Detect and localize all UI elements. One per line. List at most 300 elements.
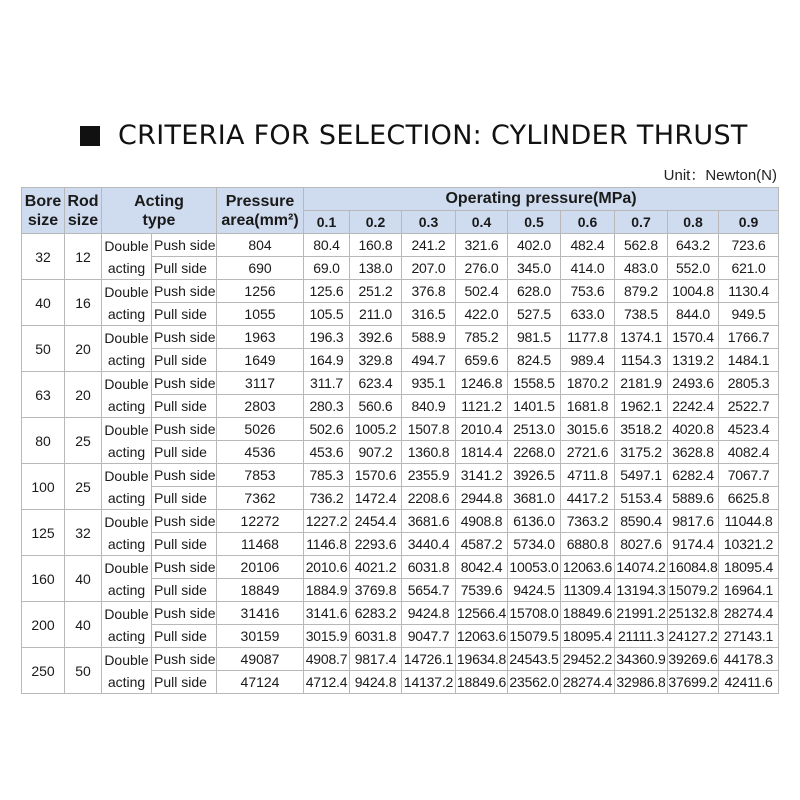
- thrust-value-cell: 840.9: [402, 395, 456, 418]
- thrust-value-cell: 10053.0: [508, 556, 561, 579]
- rod-size-cell: 25: [65, 464, 102, 510]
- thrust-value-cell: 196.3: [304, 326, 350, 349]
- thrust-value-cell: 24543.5: [508, 648, 561, 671]
- table-row: [22, 372, 779, 395]
- square-bullet-icon: [80, 126, 100, 146]
- thrust-value-cell: 69.0: [304, 257, 350, 280]
- acting-label-acting: acting: [107, 259, 146, 276]
- thrust-value-cell: 4082.4: [719, 441, 779, 464]
- push-side-label: Push side: [152, 464, 217, 487]
- pull-side-label: Pull side: [152, 487, 217, 510]
- acting-type-cell: [102, 418, 152, 464]
- thrust-value-cell: 44178.3: [719, 648, 779, 671]
- push-side-label: Push side: [152, 510, 217, 533]
- header-rod: Rod size: [65, 188, 102, 234]
- thrust-value-cell: 14137.2: [402, 671, 456, 694]
- thrust-value-cell: 560.6: [350, 395, 402, 418]
- thrust-value-cell: 37699.2: [668, 671, 719, 694]
- thrust-value-cell: 4712.4: [304, 671, 350, 694]
- thrust-value-cell: 24127.2: [668, 625, 719, 648]
- thrust-value-cell: 2010.4: [456, 418, 508, 441]
- thrust-value-cell: 844.0: [668, 303, 719, 326]
- thrust-value-cell: 12063.6: [561, 556, 615, 579]
- acting-label-double: Double: [104, 237, 149, 254]
- bore-size-cell: 50: [22, 326, 65, 372]
- pressure-area-cell: 12272: [217, 510, 304, 533]
- push-side-label: Push side: [152, 556, 217, 579]
- thrust-value-cell: 9424.8: [350, 671, 402, 694]
- rod-size-cell: 32: [65, 510, 102, 556]
- header-acting-type: Acting type: [102, 188, 217, 234]
- thrust-value-cell: 723.6: [719, 234, 779, 257]
- thrust-value-cell: 11044.8: [719, 510, 779, 533]
- thrust-value-cell: 3769.8: [350, 579, 402, 602]
- thrust-value-cell: 643.2: [668, 234, 719, 257]
- thrust-value-cell: 502.6: [304, 418, 350, 441]
- thrust-value-cell: 1374.1: [615, 326, 668, 349]
- thrust-value-cell: 7067.7: [719, 464, 779, 487]
- thrust-value-cell: 42411.6: [719, 671, 779, 694]
- table-row: [22, 556, 779, 579]
- thrust-value-cell: 422.0: [456, 303, 508, 326]
- thrust-value-cell: 15079.2: [668, 579, 719, 602]
- thrust-value-cell: 1401.5: [508, 395, 561, 418]
- rod-size-cell: 50: [65, 648, 102, 694]
- bore-size-cell: 80: [22, 418, 65, 464]
- thrust-value-cell: 3440.4: [402, 533, 456, 556]
- acting-label-acting: acting: [107, 535, 146, 552]
- thrust-value-cell: 125.6: [304, 280, 350, 303]
- area-unit-label: area(mm²): [221, 211, 299, 229]
- thrust-value-cell: 623.4: [350, 372, 402, 395]
- pressure-area-cell: 1055: [217, 303, 304, 326]
- header-operating-pressure: Operating pressure(MPa): [304, 188, 779, 211]
- acting-label-acting: acting: [107, 351, 146, 368]
- thrust-value-cell: 736.2: [304, 487, 350, 510]
- thrust-value-cell: 3175.2: [615, 441, 668, 464]
- thrust-value-cell: 6625.8: [719, 487, 779, 510]
- pull-side-label: Pull side: [152, 625, 217, 648]
- thrust-value-cell: 935.1: [402, 372, 456, 395]
- thrust-value-cell: 1154.3: [615, 349, 668, 372]
- thrust-value-cell: 552.0: [668, 257, 719, 280]
- thrust-value-cell: 738.5: [615, 303, 668, 326]
- header-pressure-area: Pressure area(mm²): [217, 188, 304, 234]
- thrust-value-cell: 981.5: [508, 326, 561, 349]
- thrust-value-cell: 2805.3: [719, 372, 779, 395]
- thrust-value-cell: 4711.8: [561, 464, 615, 487]
- thrust-value-cell: 6136.0: [508, 510, 561, 533]
- push-side-label: Push side: [152, 372, 217, 395]
- thrust-value-cell: 494.7: [402, 349, 456, 372]
- pull-side-label: Pull side: [152, 533, 217, 556]
- thrust-value-cell: 1570.4: [668, 326, 719, 349]
- thrust-value-cell: 1227.2: [304, 510, 350, 533]
- thrust-value-cell: 6282.4: [668, 464, 719, 487]
- thrust-value-cell: 18849.6: [561, 602, 615, 625]
- thrust-value-cell: 453.6: [304, 441, 350, 464]
- table-row: [22, 510, 779, 533]
- thrust-value-cell: 2522.7: [719, 395, 779, 418]
- acting-type-cell: [102, 510, 152, 556]
- header-pressure-0.5: 0.5: [508, 211, 561, 234]
- thrust-value-cell: 4587.2: [456, 533, 508, 556]
- thrust-value-cell: 345.0: [508, 257, 561, 280]
- header-pressure-0.8: 0.8: [668, 211, 719, 234]
- acting-label-acting: acting: [107, 443, 146, 460]
- thrust-value-cell: 4020.8: [668, 418, 719, 441]
- acting-label-double: Double: [104, 605, 149, 622]
- thrust-value-cell: 2493.6: [668, 372, 719, 395]
- thrust-value-cell: 276.0: [456, 257, 508, 280]
- thrust-value-cell: 1570.6: [350, 464, 402, 487]
- thrust-value-cell: 2355.9: [402, 464, 456, 487]
- push-side-label: Push side: [152, 234, 217, 257]
- header-pressure-0.3: 0.3: [402, 211, 456, 234]
- header-pressure-0.9: 0.9: [719, 211, 779, 234]
- thrust-value-cell: 6031.8: [350, 625, 402, 648]
- thrust-value-cell: 18849.6: [456, 671, 508, 694]
- acting-type-cell: [102, 280, 152, 326]
- thrust-value-cell: 311.7: [304, 372, 350, 395]
- thrust-value-cell: 9174.4: [668, 533, 719, 556]
- header-pressure-0.4: 0.4: [456, 211, 508, 234]
- pressure-area-cell: 4536: [217, 441, 304, 464]
- thrust-value-cell: 1884.9: [304, 579, 350, 602]
- acting-label-double: Double: [104, 421, 149, 438]
- acting-label-double: Double: [104, 283, 149, 300]
- acting-label-acting: acting: [107, 673, 146, 690]
- thrust-value-cell: 18095.4: [719, 556, 779, 579]
- table-row: [22, 234, 779, 257]
- pull-side-label: Pull side: [152, 257, 217, 280]
- table-row: [22, 648, 779, 671]
- header-bore: Bore size: [22, 188, 65, 234]
- thrust-value-cell: 2010.6: [304, 556, 350, 579]
- thrust-value-cell: 3926.5: [508, 464, 561, 487]
- acting-type-cell: [102, 648, 152, 694]
- thrust-value-cell: 3518.2: [615, 418, 668, 441]
- thrust-value-cell: 1121.2: [456, 395, 508, 418]
- header-pressure-0.2: 0.2: [350, 211, 402, 234]
- pull-side-label: Pull side: [152, 303, 217, 326]
- rod-size-cell: 12: [65, 234, 102, 280]
- thrust-value-cell: 3141.6: [304, 602, 350, 625]
- bore-size-cell: 200: [22, 602, 65, 648]
- table-row: [22, 326, 779, 349]
- thrust-value-cell: 376.8: [402, 280, 456, 303]
- pull-side-label: Pull side: [152, 441, 217, 464]
- thrust-value-cell: 25132.8: [668, 602, 719, 625]
- thrust-value-cell: 527.5: [508, 303, 561, 326]
- pressure-area-cell: 7362: [217, 487, 304, 510]
- thrust-value-cell: 15708.0: [508, 602, 561, 625]
- table-row: [22, 418, 779, 441]
- thrust-value-cell: 21111.3: [615, 625, 668, 648]
- pressure-area-cell: 49087: [217, 648, 304, 671]
- thrust-value-cell: 18095.4: [561, 625, 615, 648]
- thrust-value-cell: 1246.8: [456, 372, 508, 395]
- thrust-value-cell: 10321.2: [719, 533, 779, 556]
- thrust-value-cell: 1005.2: [350, 418, 402, 441]
- thrust-value-cell: 14726.1: [402, 648, 456, 671]
- table-row: [22, 602, 779, 625]
- push-side-label: Push side: [152, 648, 217, 671]
- rod-size-cell: 16: [65, 280, 102, 326]
- bore-size-cell: 100: [22, 464, 65, 510]
- rod-size-cell: 40: [65, 602, 102, 648]
- thrust-value-cell: 1681.8: [561, 395, 615, 418]
- thrust-value-cell: 659.6: [456, 349, 508, 372]
- thrust-value-cell: 2513.0: [508, 418, 561, 441]
- thrust-value-cell: 6283.2: [350, 602, 402, 625]
- acting-type-cell: [102, 234, 152, 280]
- thrust-value-cell: 562.8: [615, 234, 668, 257]
- pressure-area-cell: 47124: [217, 671, 304, 694]
- thrust-value-cell: 6880.8: [561, 533, 615, 556]
- thrust-value-cell: 9424.8: [402, 602, 456, 625]
- thrust-value-cell: 9047.7: [402, 625, 456, 648]
- thrust-value-cell: 1360.8: [402, 441, 456, 464]
- thrust-value-cell: 824.5: [508, 349, 561, 372]
- thrust-value-cell: 9424.5: [508, 579, 561, 602]
- thrust-value-cell: 483.0: [615, 257, 668, 280]
- thrust-value-cell: 27143.1: [719, 625, 779, 648]
- thrust-value-cell: 2721.6: [561, 441, 615, 464]
- thrust-value-cell: 5889.6: [668, 487, 719, 510]
- thrust-value-cell: 21991.2: [615, 602, 668, 625]
- thrust-value-cell: 29452.2: [561, 648, 615, 671]
- acting-label-double: Double: [104, 513, 149, 530]
- rod-size-cell: 20: [65, 326, 102, 372]
- thrust-value-cell: 211.0: [350, 303, 402, 326]
- table-row: [22, 280, 779, 303]
- acting-label-acting: acting: [107, 627, 146, 644]
- bore-size-cell: 160: [22, 556, 65, 602]
- thrust-value-cell: 414.0: [561, 257, 615, 280]
- thrust-value-cell: 5734.0: [508, 533, 561, 556]
- bore-size-cell: 250: [22, 648, 65, 694]
- header-pressure-0.1: 0.1: [304, 211, 350, 234]
- thrust-value-cell: 19634.8: [456, 648, 508, 671]
- pressure-area-cell: 1256: [217, 280, 304, 303]
- pull-side-label: Pull side: [152, 671, 217, 694]
- title-row: [80, 120, 748, 151]
- thrust-value-cell: 907.2: [350, 441, 402, 464]
- thrust-value-cell: 989.4: [561, 349, 615, 372]
- thrust-value-cell: 2454.4: [350, 510, 402, 533]
- thrust-value-cell: 5497.1: [615, 464, 668, 487]
- thrust-value-cell: 2944.8: [456, 487, 508, 510]
- rod-size-cell: 40: [65, 556, 102, 602]
- thrust-value-cell: 4908.8: [456, 510, 508, 533]
- thrust-value-cell: 785.3: [304, 464, 350, 487]
- pressure-area-cell: 804: [217, 234, 304, 257]
- push-side-label: Push side: [152, 418, 217, 441]
- thrust-value-cell: 80.4: [304, 234, 350, 257]
- pressure-area-cell: 1963: [217, 326, 304, 349]
- thrust-value-cell: 2268.0: [508, 441, 561, 464]
- thrust-value-cell: 280.3: [304, 395, 350, 418]
- acting-label-double: Double: [104, 375, 149, 392]
- bore-size-cell: 32: [22, 234, 65, 280]
- bore-size-cell: 40: [22, 280, 65, 326]
- thrust-value-cell: 1558.5: [508, 372, 561, 395]
- thrust-value-cell: 207.0: [402, 257, 456, 280]
- thrust-value-cell: 28274.4: [561, 671, 615, 694]
- pressure-area-cell: 18849: [217, 579, 304, 602]
- thrust-value-cell: 2208.6: [402, 487, 456, 510]
- thrust-value-cell: 633.0: [561, 303, 615, 326]
- thrust-value-cell: 3015.9: [304, 625, 350, 648]
- unit-label: Unit：Newton(N): [663, 167, 777, 184]
- thrust-value-cell: 15079.5: [508, 625, 561, 648]
- thrust-value-cell: 34360.9: [615, 648, 668, 671]
- acting-type-cell: [102, 372, 152, 418]
- thrust-value-cell: 9817.6: [668, 510, 719, 533]
- thrust-value-cell: 13194.3: [615, 579, 668, 602]
- thrust-value-cell: 28274.4: [719, 602, 779, 625]
- push-side-label: Push side: [152, 326, 217, 349]
- pressure-area-cell: 31416: [217, 602, 304, 625]
- acting-label-acting: acting: [107, 397, 146, 414]
- thrust-value-cell: 14074.2: [615, 556, 668, 579]
- acting-label-acting: acting: [107, 581, 146, 598]
- header-pressure-0.6: 0.6: [561, 211, 615, 234]
- thrust-value-cell: 482.4: [561, 234, 615, 257]
- thrust-value-cell: 12566.4: [456, 602, 508, 625]
- thrust-value-cell: 6031.8: [402, 556, 456, 579]
- pressure-area-cell: 5026: [217, 418, 304, 441]
- thrust-value-cell: 402.0: [508, 234, 561, 257]
- pressure-area-cell: 11468: [217, 533, 304, 556]
- thrust-value-cell: 1319.2: [668, 349, 719, 372]
- thrust-value-cell: 392.6: [350, 326, 402, 349]
- thrust-value-cell: 785.2: [456, 326, 508, 349]
- thrust-value-cell: 1146.8: [304, 533, 350, 556]
- acting-type-cell: [102, 602, 152, 648]
- thrust-value-cell: 879.2: [615, 280, 668, 303]
- thrust-value-cell: 502.4: [456, 280, 508, 303]
- acting-label-double: Double: [104, 329, 149, 346]
- thrust-value-cell: 3141.2: [456, 464, 508, 487]
- thrust-value-cell: 3681.6: [402, 510, 456, 533]
- thrust-value-cell: 628.0: [508, 280, 561, 303]
- thrust-value-cell: 7539.6: [456, 579, 508, 602]
- thrust-value-cell: 2242.4: [668, 395, 719, 418]
- acting-type-cell: [102, 326, 152, 372]
- thrust-value-cell: 138.0: [350, 257, 402, 280]
- thrust-value-cell: 9817.4: [350, 648, 402, 671]
- acting-label-double: Double: [104, 651, 149, 668]
- thrust-value-cell: 1130.4: [719, 280, 779, 303]
- thrust-value-cell: 4417.2: [561, 487, 615, 510]
- thrust-value-cell: 316.5: [402, 303, 456, 326]
- thrust-value-cell: 3681.0: [508, 487, 561, 510]
- pressure-area-cell: 1649: [217, 349, 304, 372]
- thrust-value-cell: 32986.8: [615, 671, 668, 694]
- page-title: CRITERIA FOR SELECTION: CYLINDER THRUST: [118, 120, 748, 151]
- thrust-value-cell: 5654.7: [402, 579, 456, 602]
- thrust-value-cell: 5153.4: [615, 487, 668, 510]
- thrust-value-cell: 8027.6: [615, 533, 668, 556]
- thrust-value-cell: 160.8: [350, 234, 402, 257]
- push-side-label: Push side: [152, 280, 217, 303]
- thrust-value-cell: 1004.8: [668, 280, 719, 303]
- pressure-area-cell: 20106: [217, 556, 304, 579]
- thrust-value-cell: 16964.1: [719, 579, 779, 602]
- thrust-value-cell: 241.2: [402, 234, 456, 257]
- thrust-value-cell: 251.2: [350, 280, 402, 303]
- thrust-value-cell: 1507.8: [402, 418, 456, 441]
- thrust-value-cell: 23562.0: [508, 671, 561, 694]
- thrust-value-cell: 1962.1: [615, 395, 668, 418]
- pressure-area-cell: 7853: [217, 464, 304, 487]
- thrust-value-cell: 16084.8: [668, 556, 719, 579]
- thrust-value-cell: 105.5: [304, 303, 350, 326]
- thrust-value-cell: 12063.6: [456, 625, 508, 648]
- thrust-value-cell: 8590.4: [615, 510, 668, 533]
- bore-size-cell: 125: [22, 510, 65, 556]
- pressure-area-cell: 3117: [217, 372, 304, 395]
- pressure-area-cell: 2803: [217, 395, 304, 418]
- thrust-value-cell: 588.9: [402, 326, 456, 349]
- thrust-value-cell: 164.9: [304, 349, 350, 372]
- thrust-value-cell: 4523.4: [719, 418, 779, 441]
- thrust-value-cell: 321.6: [456, 234, 508, 257]
- thrust-value-cell: 4908.7: [304, 648, 350, 671]
- thrust-table: [21, 187, 779, 694]
- pull-side-label: Pull side: [152, 349, 217, 372]
- acting-label-double: Double: [104, 559, 149, 576]
- thrust-value-cell: 1766.7: [719, 326, 779, 349]
- bore-size-cell: 63: [22, 372, 65, 418]
- thrust-value-cell: 3015.6: [561, 418, 615, 441]
- thrust-value-cell: 4021.2: [350, 556, 402, 579]
- rod-size-cell: 25: [65, 418, 102, 464]
- pressure-area-cell: 30159: [217, 625, 304, 648]
- pull-side-label: Pull side: [152, 579, 217, 602]
- thrust-value-cell: 8042.4: [456, 556, 508, 579]
- pressure-area-cell: 690: [217, 257, 304, 280]
- thrust-value-cell: 3628.8: [668, 441, 719, 464]
- header-pressure-0.7: 0.7: [615, 211, 668, 234]
- thrust-value-cell: 949.5: [719, 303, 779, 326]
- thrust-value-cell: 39269.6: [668, 648, 719, 671]
- thrust-value-cell: 329.8: [350, 349, 402, 372]
- pull-side-label: Pull side: [152, 395, 217, 418]
- thrust-value-cell: 753.6: [561, 280, 615, 303]
- thrust-value-cell: 11309.4: [561, 579, 615, 602]
- thrust-value-cell: 1177.8: [561, 326, 615, 349]
- thrust-value-cell: 2181.9: [615, 372, 668, 395]
- thrust-value-cell: 621.0: [719, 257, 779, 280]
- rod-size-cell: 20: [65, 372, 102, 418]
- acting-label-acting: acting: [107, 305, 146, 322]
- acting-type-cell: [102, 464, 152, 510]
- thrust-value-cell: 1484.1: [719, 349, 779, 372]
- thrust-value-cell: 1814.4: [456, 441, 508, 464]
- table-row: [22, 464, 779, 487]
- thrust-value-cell: 1472.4: [350, 487, 402, 510]
- acting-label-double: Double: [104, 467, 149, 484]
- acting-label-acting: acting: [107, 489, 146, 506]
- thrust-value-cell: 2293.6: [350, 533, 402, 556]
- thrust-value-cell: 7363.2: [561, 510, 615, 533]
- push-side-label: Push side: [152, 602, 217, 625]
- acting-type-cell: [102, 556, 152, 602]
- thrust-value-cell: 1870.2: [561, 372, 615, 395]
